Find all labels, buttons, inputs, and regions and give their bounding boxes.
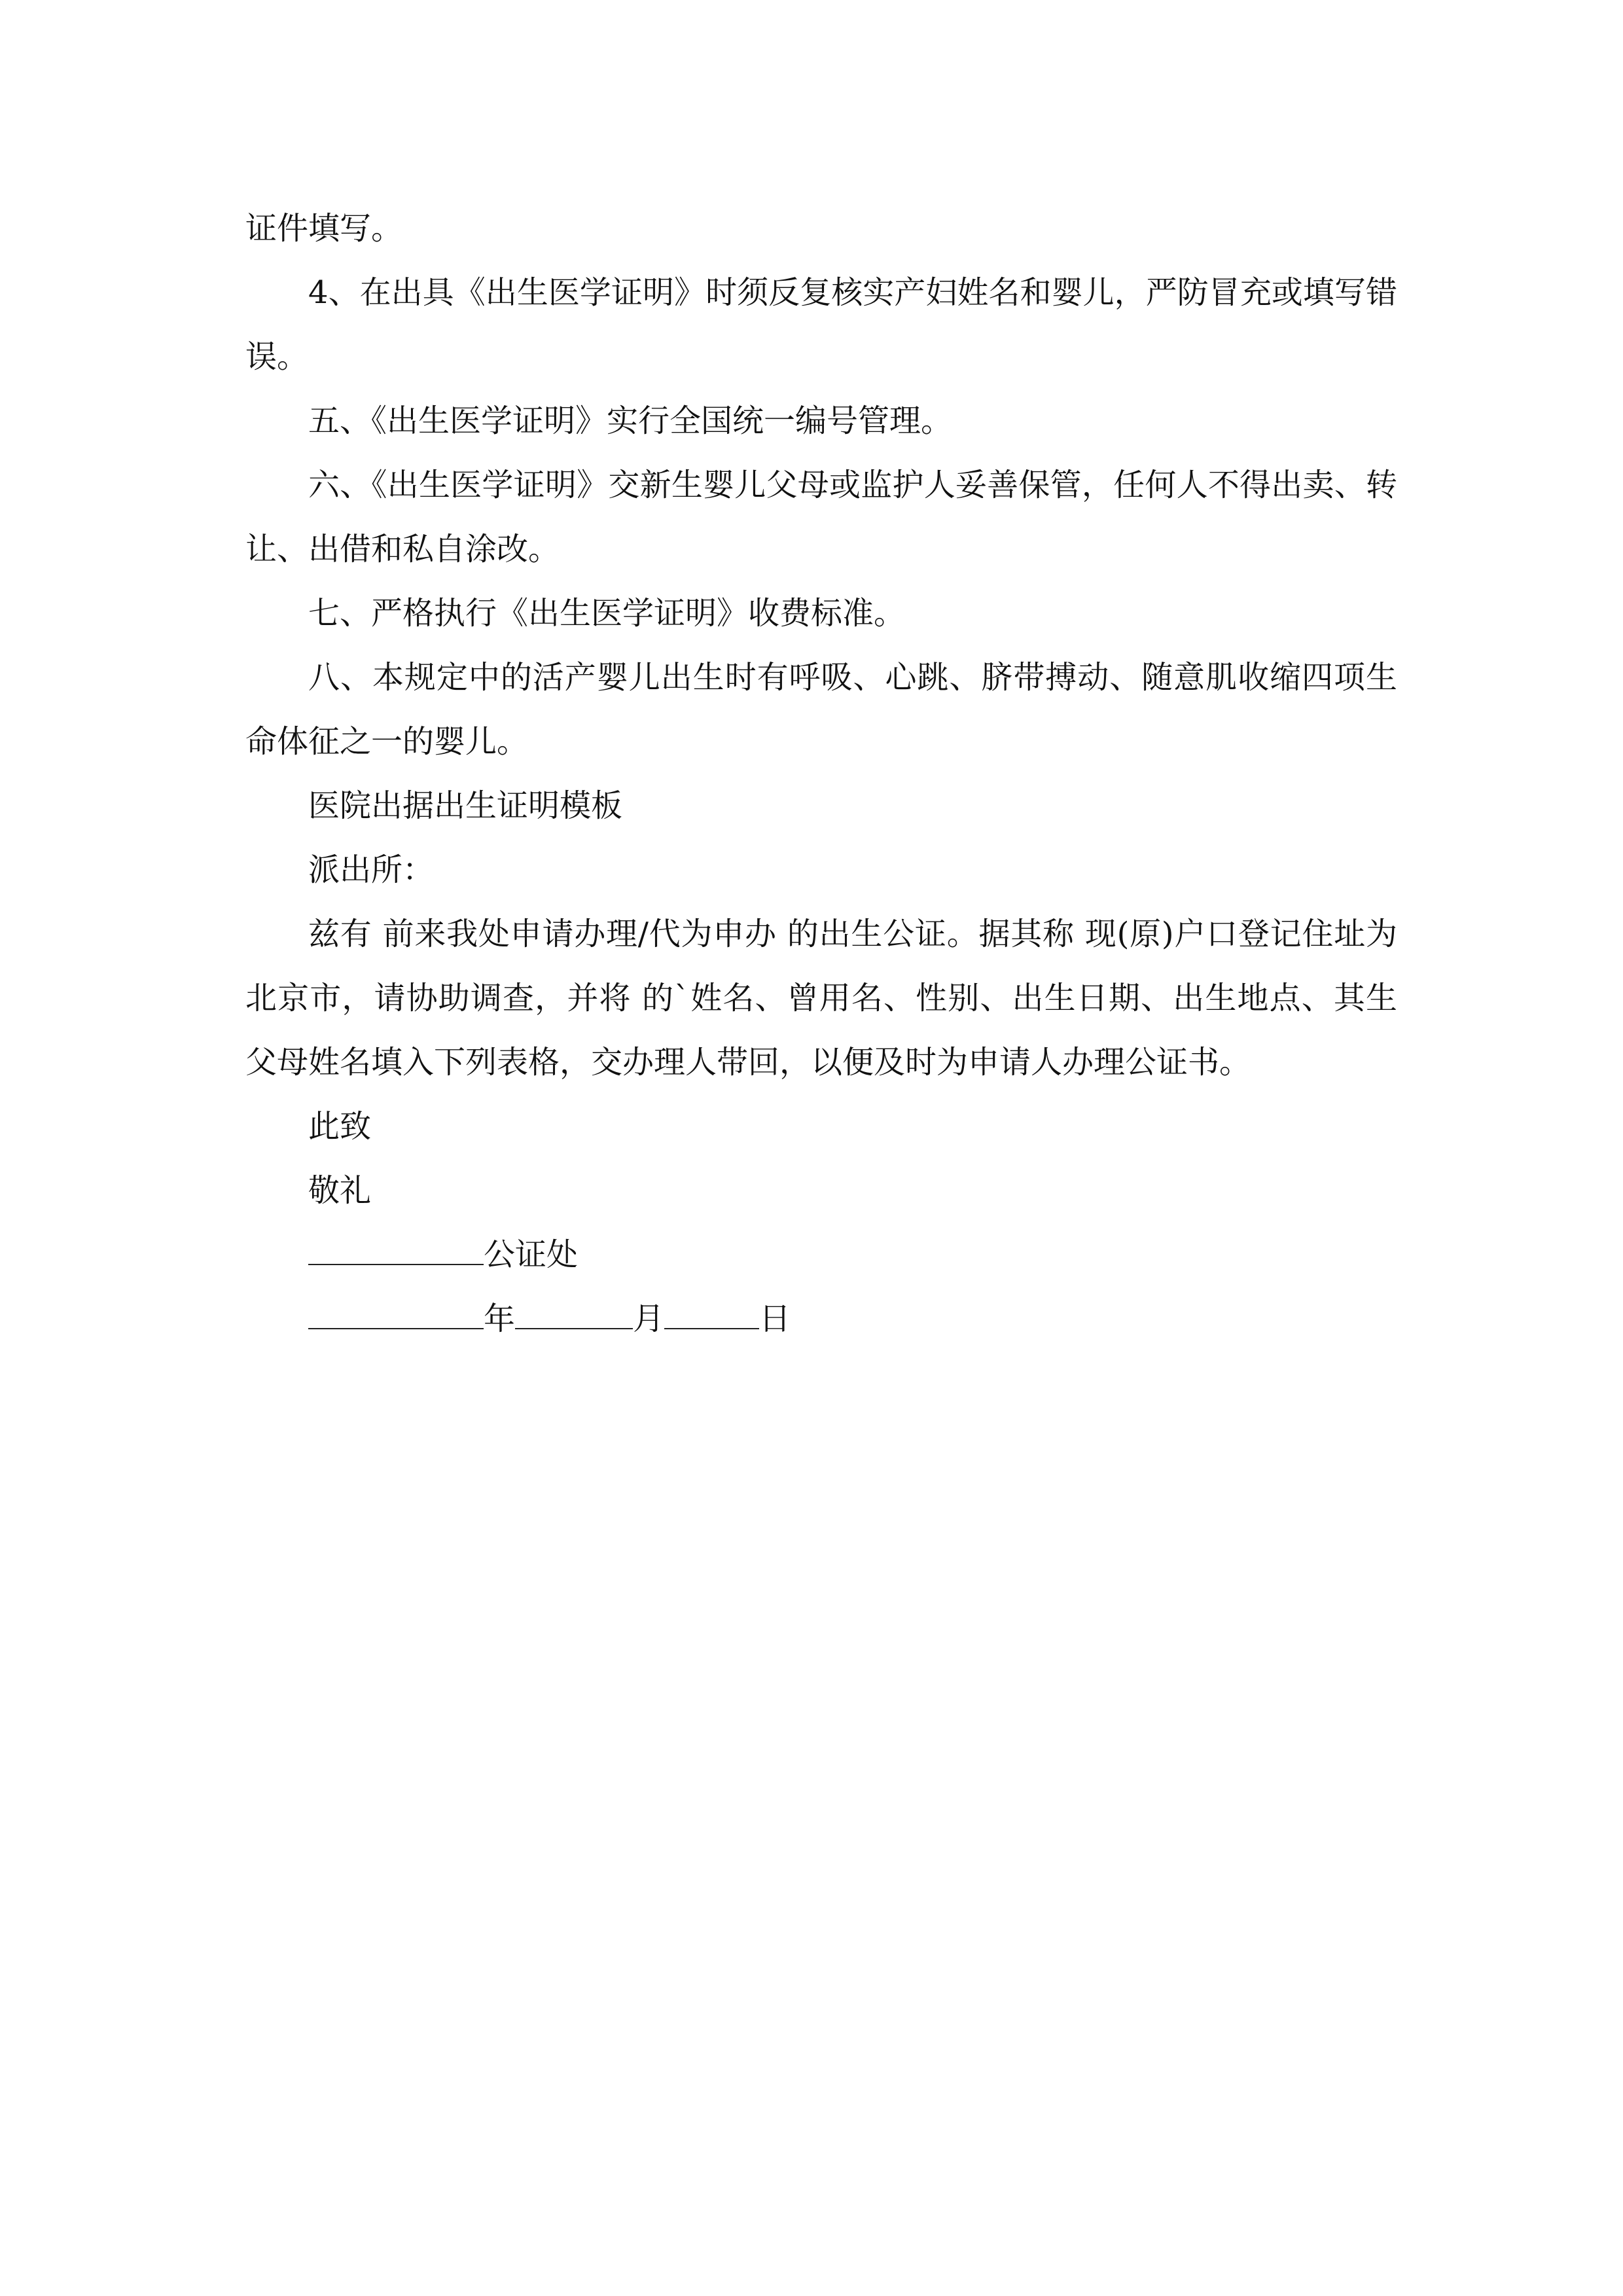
closing-cizhi: 此致 [308,1108,372,1145]
office-name-blank [308,1263,484,1265]
signature-office-line [245,1223,1397,1287]
paragraph-item-8: 八、本规定中的活产婴儿出生时有呼吸、心跳、脐带搏动、随意肌收缩四项生命体征之一的婴儿。 [245,659,1397,760]
paragraph-continued: 证件填写。 [245,210,403,247]
day-blank [664,1327,759,1329]
paragraph-item-7: 七、严格执行《出生医学证明》收费标准。 [308,595,906,632]
month-blank [515,1327,633,1329]
template-title: 医院出据出生证明模板 [308,787,623,824]
month-label: 月 [633,1300,665,1337]
document-body [245,196,1397,1351]
office-label: 公证处 [484,1236,579,1273]
signature-date-line [245,1287,1397,1351]
day-label: 日 [759,1300,791,1337]
letter-body: 兹有 前来我处申请办理/代为申办 的出生公证。据其称 现(原)户口登记住址为北京市，请协助调查，并将 的`姓名、曾用名、性别、出生日期、出生地点、其生父母姓名填入下列表格，交办理人带回，以便及时为申请人办理公证书。 [245,916,1397,1081]
year-blank [308,1327,484,1329]
paragraph-item-6: 六、《出生医学证明》交新生婴儿父母或监护人妥善保管，任何人不得出卖、转让、出借和私自涂改。 [245,467,1397,567]
addressee-line: 派出所： [308,852,435,888]
paragraph-item-4: 4、在出具《出生医学证明》时须反复核实产妇姓名和婴儿，严防冒充或填写错误。 [245,274,1397,375]
paragraph-item-5: 五、《出生医学证明》实行全国统一编号管理。 [308,403,953,439]
year-label: 年 [484,1300,516,1337]
closing-jingli: 敬礼 [308,1172,372,1209]
